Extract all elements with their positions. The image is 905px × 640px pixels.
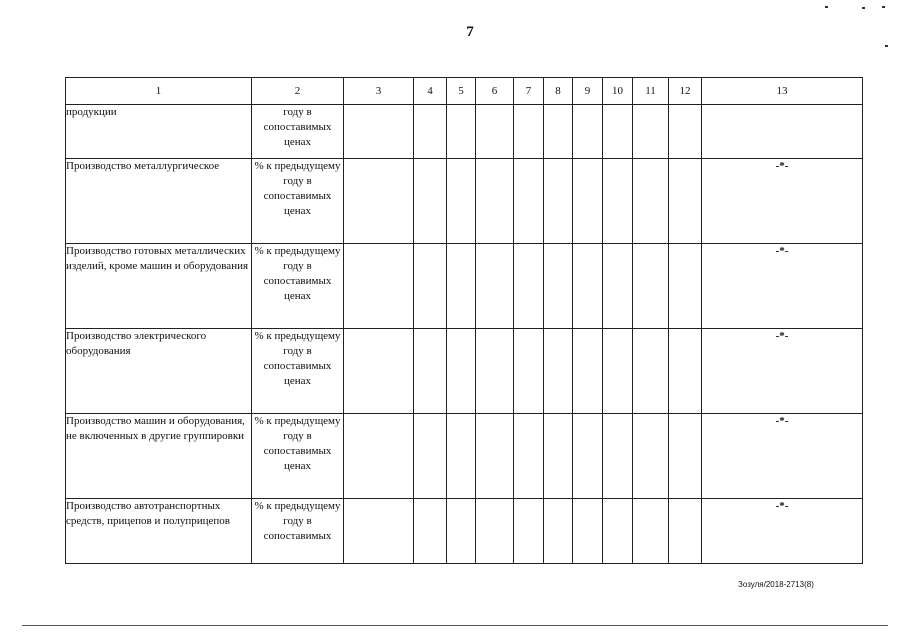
empty-cell [514,499,544,564]
empty-cell [476,499,514,564]
empty-cell [603,414,633,499]
empty-cell [573,329,603,414]
empty-cell [633,244,669,329]
col-header: 7 [514,78,544,105]
empty-cell [447,499,476,564]
col13-cell: -*- [702,244,863,329]
table-row [66,414,863,499]
empty-cell [447,244,476,329]
col-header: 10 [603,78,633,105]
empty-cell [669,414,702,499]
empty-cell [514,159,544,244]
col13-cell: -*- [702,499,863,564]
scan-speck [885,45,888,47]
col13-cell: -*- [702,159,863,244]
empty-cell [573,105,603,159]
empty-cell [633,105,669,159]
col13-cell [702,105,863,159]
empty-cell [544,499,573,564]
empty-cell [414,159,447,244]
empty-cell [476,414,514,499]
empty-cell [344,105,414,159]
indicator-name: Производство машин и оборудования, не включенных в другие группировки [66,414,252,499]
empty-cell [476,329,514,414]
empty-cell [633,414,669,499]
empty-cell [544,329,573,414]
empty-cell [414,499,447,564]
col-header: 13 [702,78,863,105]
empty-cell [344,159,414,244]
unit-cell: % к предыдущему году в сопоставимых [252,499,344,564]
unit-cell: году в сопоставимых ценах [252,105,344,159]
empty-cell [669,244,702,329]
empty-cell [544,414,573,499]
col-header: 8 [544,78,573,105]
empty-cell [344,499,414,564]
indicator-name: продукции [66,105,252,159]
col-header: 11 [633,78,669,105]
empty-cell [414,244,447,329]
document-code: Зозуля/2018-2713(8) [738,580,814,589]
empty-cell [633,329,669,414]
empty-cell [669,105,702,159]
empty-cell [603,499,633,564]
scan-speck [882,6,885,8]
empty-cell [573,499,603,564]
unit-cell: % к предыдущему году в сопоставимых ценах [252,414,344,499]
col-header: 1 [66,78,252,105]
empty-cell [476,159,514,244]
table-row [66,159,863,244]
table-row [66,499,863,564]
header-row [66,78,863,105]
empty-cell [447,159,476,244]
unit-cell: % к предыдущему году в сопоставимых ценах [252,244,344,329]
indicator-table [65,77,863,564]
empty-cell [514,105,544,159]
col-header: 2 [252,78,344,105]
empty-cell [414,329,447,414]
empty-cell [603,244,633,329]
col-header: 6 [476,78,514,105]
col-header: 9 [573,78,603,105]
empty-cell [344,414,414,499]
indicator-name: Производство электрического оборудования [66,329,252,414]
empty-cell [414,105,447,159]
empty-cell [344,329,414,414]
empty-cell [514,414,544,499]
table-row [66,329,863,414]
col13-cell: -*- [702,414,863,499]
indicator-name: Производство готовых металлических изделий, кроме машин и оборудования [66,244,252,329]
empty-cell [544,159,573,244]
empty-cell [544,244,573,329]
page-number: 7 [466,24,474,40]
indicator-name: Производство металлургическое [66,159,252,244]
empty-cell [573,244,603,329]
empty-cell [514,329,544,414]
empty-cell [573,414,603,499]
scan-speck [825,6,828,8]
col-header: 3 [344,78,414,105]
unit-cell: % к предыдущему году в сопоставимых ценах [252,159,344,244]
empty-cell [447,329,476,414]
empty-cell [447,414,476,499]
empty-cell [633,499,669,564]
empty-cell [514,244,544,329]
col-header: 12 [669,78,702,105]
col13-cell: -*- [702,329,863,414]
empty-cell [669,159,702,244]
empty-cell [669,329,702,414]
bottom-divider [22,625,888,626]
empty-cell [603,159,633,244]
empty-cell [603,329,633,414]
empty-cell [544,105,573,159]
indicator-name: Производство автотранспортных средств, прицепов и полуприцепов [66,499,252,564]
col-header: 4 [414,78,447,105]
empty-cell [344,244,414,329]
empty-cell [603,105,633,159]
empty-cell [414,414,447,499]
table-row [66,244,863,329]
table-row [66,105,863,159]
unit-cell: % к предыдущему году в сопоставимых ценах [252,329,344,414]
empty-cell [573,159,603,244]
empty-cell [476,244,514,329]
empty-cell [669,499,702,564]
scan-speck [862,7,865,9]
empty-cell [633,159,669,244]
empty-cell [447,105,476,159]
col-header: 5 [447,78,476,105]
empty-cell [476,105,514,159]
